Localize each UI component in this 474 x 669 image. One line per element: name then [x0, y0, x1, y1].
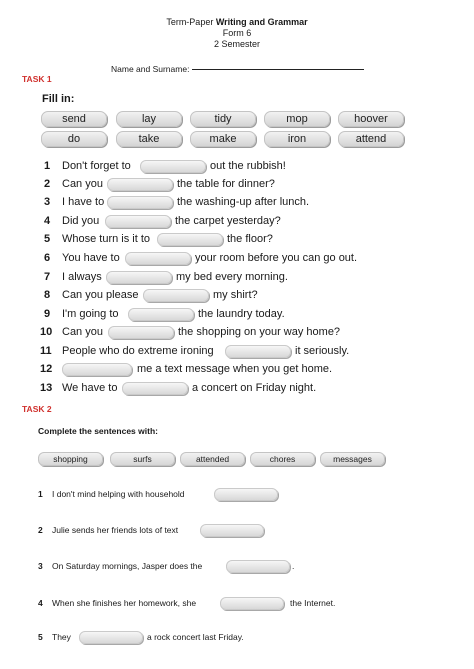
- item-number: 5: [38, 632, 43, 642]
- answer-blank[interactable]: [106, 271, 172, 284]
- task1-label: TASK 1: [22, 74, 52, 84]
- answer-blank[interactable]: [143, 289, 209, 302]
- semester-label: 2 Semester: [213, 39, 261, 49]
- item-text-before: People who do extreme ironing: [62, 345, 214, 357]
- answer-blank[interactable]: [214, 488, 278, 501]
- item-text-before: I always: [62, 271, 102, 283]
- item-text-after: .: [292, 561, 295, 571]
- word-chip-hoover: hoover: [338, 111, 404, 127]
- item-number: 2: [44, 178, 51, 190]
- word-chip-tidy: tidy: [190, 111, 256, 127]
- word-chip-attended: attended: [180, 452, 245, 466]
- item-text-after: the Internet.: [290, 598, 336, 608]
- item-text-before: I'm going to: [62, 308, 119, 320]
- item-number: 3: [44, 196, 51, 208]
- word-chip-messages: messages: [320, 452, 385, 466]
- item-text-before: We have to: [62, 382, 118, 394]
- word-chip-mop: mop: [264, 111, 330, 127]
- item-number: 7: [44, 271, 51, 283]
- item-text-after: the floor?: [227, 233, 273, 245]
- item-text-before: I don't mind helping with household: [52, 489, 185, 499]
- item-number: 8: [44, 289, 51, 301]
- word-chip-make: make: [190, 131, 256, 147]
- task2-instruction: Complete the sentences with:: [38, 426, 158, 436]
- word-chip-send: send: [41, 111, 107, 127]
- item-text-after: my bed every morning.: [176, 271, 288, 283]
- item-text-after: a rock concert last Friday.: [147, 632, 244, 642]
- item-number: 5: [44, 233, 51, 245]
- item-text-before: On Saturday mornings, Jasper does the: [52, 561, 203, 571]
- answer-blank[interactable]: [107, 196, 173, 209]
- item-text-before: Did you: [62, 215, 100, 227]
- item-text-after: a concert on Friday night.: [192, 382, 317, 394]
- item-text-before: Julie sends her friends lots of text: [52, 525, 179, 535]
- word-chip-take: take: [116, 131, 182, 147]
- answer-blank[interactable]: [125, 252, 191, 265]
- item-number: 3: [38, 561, 43, 571]
- item-number: 4: [44, 215, 51, 227]
- item-number: 10: [40, 326, 53, 338]
- item-text-after: the shopping on your way home?: [178, 326, 341, 338]
- name-label: Name and Surname:: [111, 64, 190, 74]
- item-text-after: out the rubbish!: [210, 160, 286, 172]
- item-text-after: my shirt?: [213, 289, 258, 301]
- answer-blank[interactable]: [108, 326, 174, 339]
- word-chip-lay: lay: [116, 111, 182, 127]
- item-number: 1: [38, 489, 43, 499]
- answer-blank[interactable]: [225, 345, 291, 358]
- task1-instruction: Fill in:: [42, 93, 75, 105]
- answer-blank[interactable]: [140, 160, 206, 173]
- item-text-before: When she finishes her homework, she: [52, 598, 197, 608]
- item-text-after: the laundry today.: [198, 308, 285, 320]
- form-label: Form 6: [222, 28, 252, 38]
- item-number: 11: [40, 345, 52, 357]
- answer-blank[interactable]: [128, 308, 194, 321]
- answer-blank[interactable]: [107, 178, 173, 191]
- item-number: 4: [38, 598, 43, 608]
- item-number: 2: [38, 525, 43, 535]
- item-text-before: Don't forget to: [62, 160, 131, 172]
- answer-blank[interactable]: [105, 215, 171, 228]
- word-chip-iron: iron: [264, 131, 330, 147]
- word-chip-do: do: [41, 131, 107, 147]
- item-number: 6: [44, 252, 51, 264]
- task2-label: TASK 2: [22, 404, 52, 414]
- item-text-after: your room before you can go out.: [195, 252, 358, 264]
- item-text-after: the table for dinner?: [177, 178, 275, 190]
- item-text-after: it seriously.: [295, 345, 350, 357]
- answer-blank[interactable]: [200, 524, 264, 537]
- item-text-after: the carpet yesterday?: [175, 215, 281, 227]
- item-text-before: Can you: [62, 178, 103, 190]
- answer-blank[interactable]: [79, 631, 143, 644]
- item-text-before: Whose turn is it to: [62, 233, 151, 245]
- item-number: 13: [40, 382, 53, 394]
- item-number: 1: [44, 160, 51, 172]
- word-chip-shopping: shopping: [38, 452, 103, 466]
- page-title: Term-Paper Writing and Grammar: [166, 17, 308, 27]
- item-text-after: the washing-up after lunch.: [177, 196, 310, 208]
- name-input-line[interactable]: [192, 69, 364, 70]
- item-text-before: I have to: [62, 196, 105, 208]
- word-chip-surfs: surfs: [110, 452, 175, 466]
- answer-blank[interactable]: [122, 382, 188, 395]
- answer-blank[interactable]: [62, 363, 132, 376]
- answer-blank[interactable]: [157, 233, 223, 246]
- item-text-before: Can you please: [62, 289, 139, 301]
- item-text-before: They: [52, 632, 71, 642]
- item-number: 12: [40, 363, 53, 375]
- item-text-after: me a text message when you get home.: [137, 363, 333, 375]
- word-chip-chores: chores: [250, 452, 315, 466]
- answer-blank[interactable]: [220, 597, 284, 610]
- item-text-before: You have to: [62, 252, 120, 264]
- item-number: 9: [44, 308, 51, 320]
- word-chip-attend: attend: [338, 131, 404, 147]
- item-text-before: Can you: [62, 326, 103, 338]
- answer-blank[interactable]: [226, 560, 290, 573]
